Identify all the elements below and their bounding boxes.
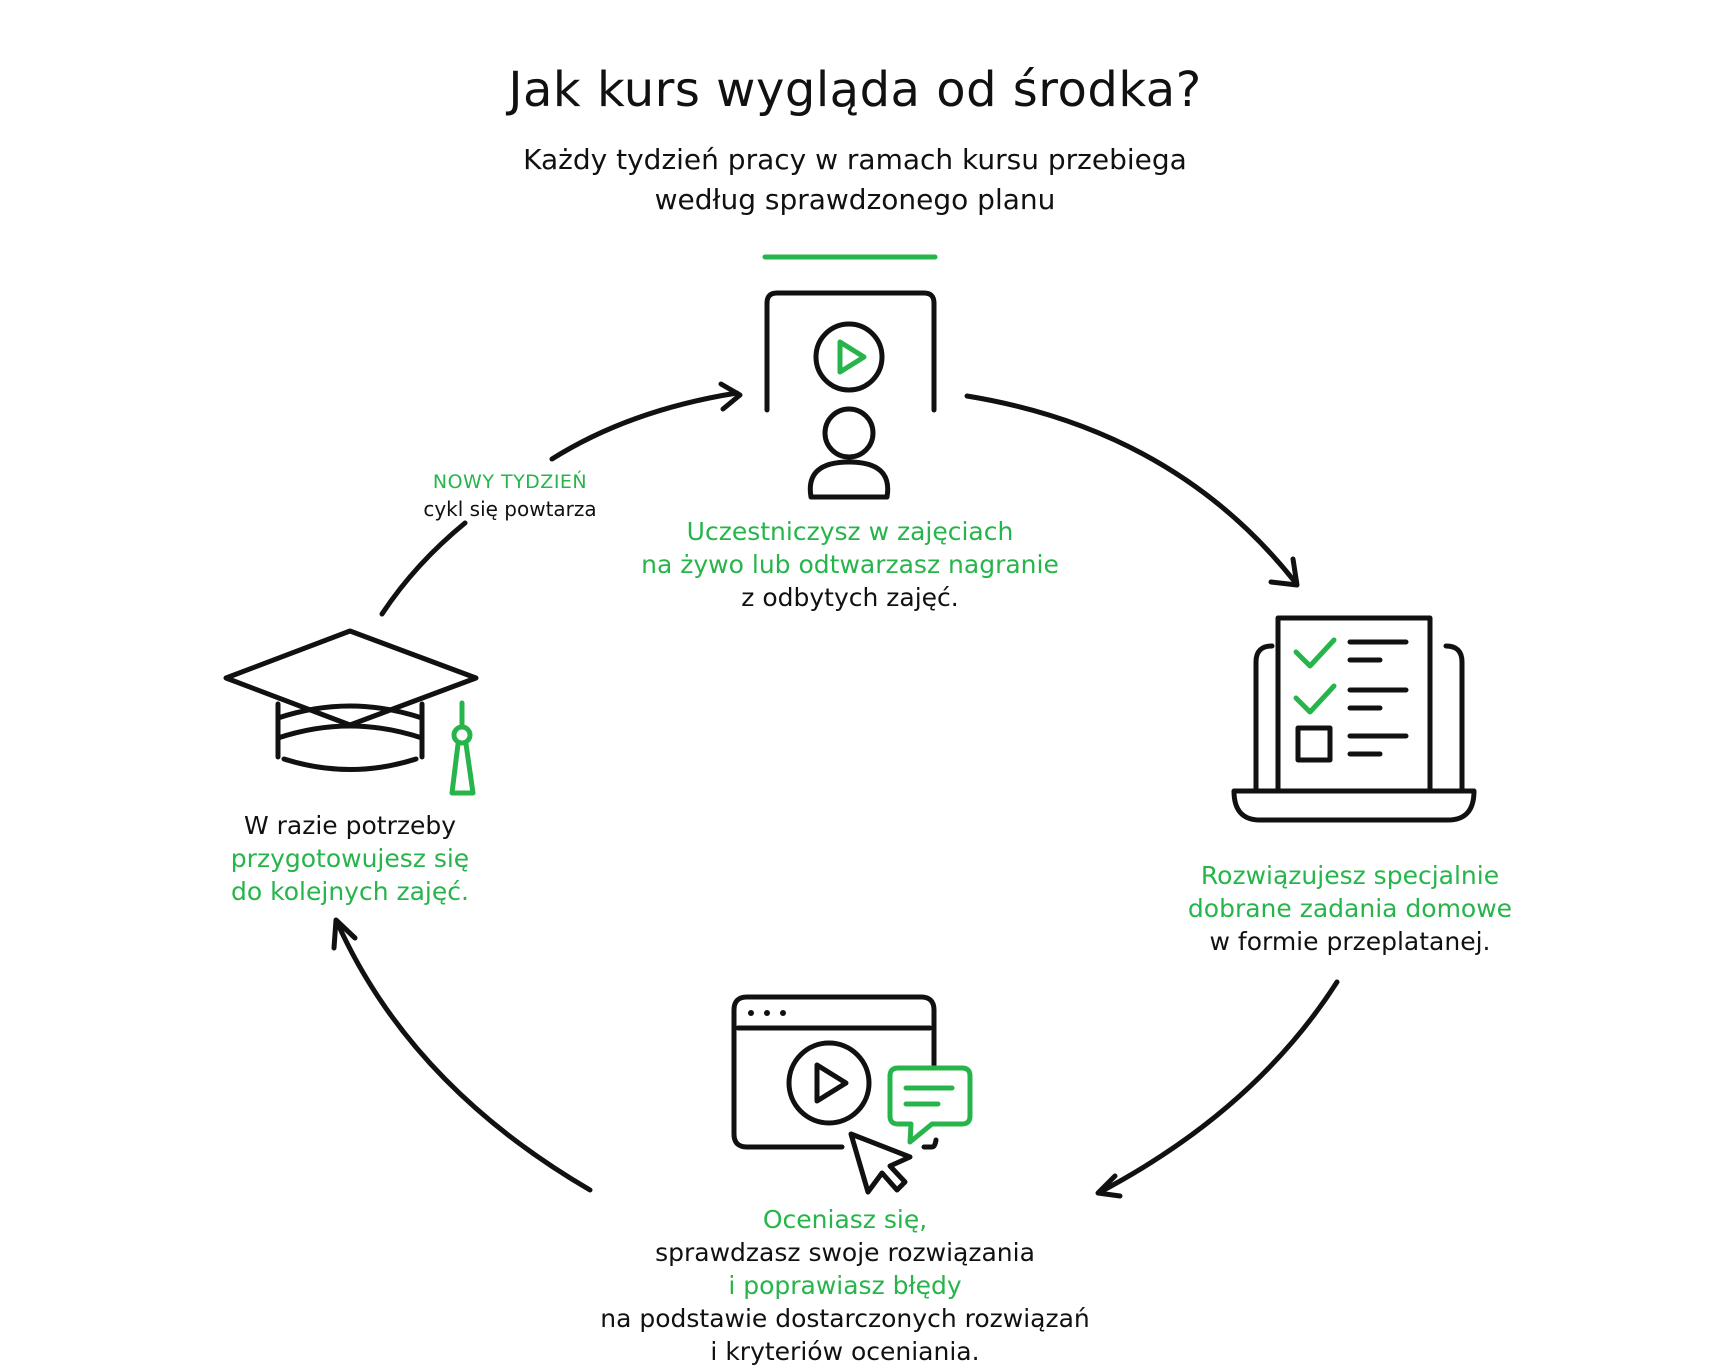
step-review-line-3: i poprawiasz błędy bbox=[728, 1271, 962, 1300]
video-lesson-icon bbox=[765, 257, 935, 497]
step-lesson-line-3: z odbytych zajęć. bbox=[741, 583, 959, 612]
arrow-cycle-to-lesson bbox=[552, 384, 740, 459]
step-homework-line-1: Rozwiązujesz specjalnie bbox=[1200, 861, 1500, 890]
step-prep-line-3: do kolejnych zajęć. bbox=[231, 877, 469, 906]
subtitle-line-1: Każdy tydzień pracy w ramach kursu przebiega bbox=[523, 143, 1187, 176]
step-review-line-4: na podstawie dostarczonych rozwiązań bbox=[600, 1304, 1090, 1333]
step-review-line-1: Oceniasz się, bbox=[762, 1205, 928, 1234]
step-prep-caption bbox=[200, 809, 500, 908]
step-lesson-line-2: na żywo lub odtwarzasz nagranie bbox=[641, 550, 1059, 579]
step-review-line-5: i kryteriów oceniania. bbox=[710, 1337, 980, 1366]
cycle-label-caption: cykl się powtarza bbox=[423, 497, 597, 521]
step-prep-line-2: przygotowujesz się bbox=[230, 844, 470, 873]
step-homework-line-3: w formie przeplatanej. bbox=[1209, 927, 1491, 956]
cycle-label-title: NOWY TYDZIEŃ bbox=[432, 471, 588, 493]
arrow-homework-to-review bbox=[1098, 982, 1337, 1196]
video-feedback-icon bbox=[734, 997, 970, 1192]
arrow-review-to-prep bbox=[334, 920, 590, 1190]
page-subtitle bbox=[0, 140, 1710, 220]
step-homework-caption bbox=[1150, 859, 1550, 958]
step-lesson-line-1: Uczestniczysz w zajęciach bbox=[686, 517, 1014, 546]
laptop-checklist-icon bbox=[1234, 618, 1474, 820]
step-review-line-2: sprawdzasz swoje rozwiązania bbox=[655, 1238, 1035, 1267]
subtitle-line-2: według sprawdzonego planu bbox=[654, 183, 1056, 216]
graduation-cap-icon bbox=[226, 631, 476, 793]
arrow-prep-to-cycle bbox=[382, 523, 465, 614]
step-review-caption bbox=[560, 1203, 1130, 1368]
step-homework-line-2: dobrane zadania domowe bbox=[1187, 894, 1513, 923]
step-lesson-caption bbox=[600, 515, 1100, 614]
page-title: Jak kurs wygląda od środka? bbox=[508, 62, 1202, 118]
step-prep-line-1: W razie potrzeby bbox=[243, 811, 457, 840]
